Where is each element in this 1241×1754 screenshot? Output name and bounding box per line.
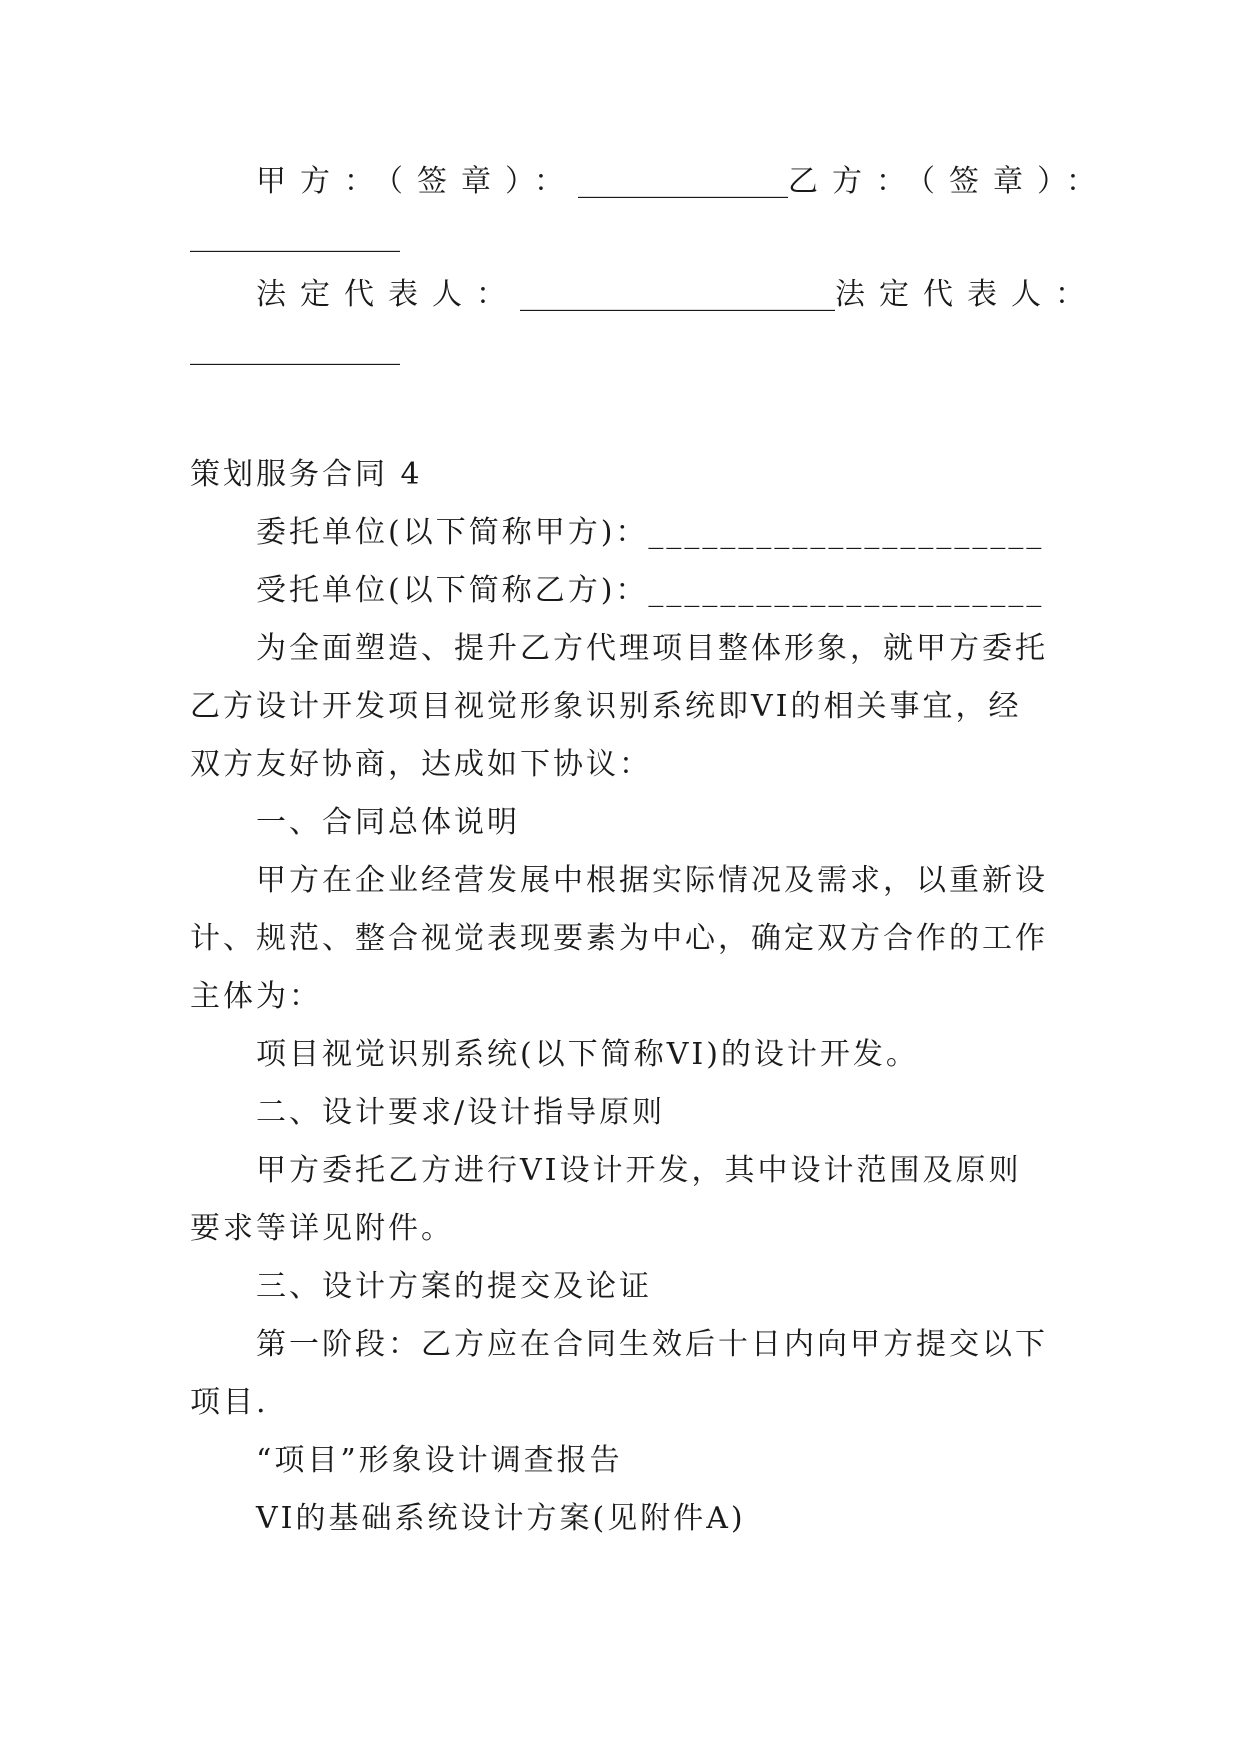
- party-a-sign-label: 甲方：（签章）：: [256, 164, 578, 199]
- rep-b-blank: ______________: [190, 331, 400, 366]
- section-3-para-line-1: 第一阶段：乙方应在合同生效后十日内向甲方提交以下: [256, 1327, 1048, 1362]
- client-line: 委托单位(以下简称甲方)：______________________: [256, 515, 1045, 550]
- section-3-heading: 三、设计方案的提交及论证: [256, 1269, 652, 1304]
- contract-title: 策划服务合同 4: [190, 457, 423, 492]
- section-1-para-line-2: 计、规范、整合视觉表现要素为中心，确定双方合作的工作: [190, 921, 1048, 956]
- party-a-sign-blank: ______________: [578, 164, 788, 199]
- section-1-para-line-3: 主体为：: [190, 979, 322, 1014]
- section-1-heading: 一、合同总体说明: [256, 805, 520, 840]
- intro-line-1: 为全面塑造、提升乙方代理项目整体形象，就甲方委托: [256, 631, 1048, 666]
- agent-line: 受托单位(以下简称乙方)：______________________: [256, 573, 1045, 608]
- party-b-sign-label: 乙方：（签章）：: [788, 164, 1110, 199]
- signature-row-rep: [256, 275, 1099, 315]
- intro-line-2: 乙方设计开发项目视觉形象识别系统即VI的相关事宜，经: [190, 689, 1022, 724]
- rep-a-label: 法定代表人：: [256, 277, 520, 312]
- rep-b-label: 法定代表人：: [835, 277, 1099, 312]
- signature-row-party: [256, 162, 1110, 202]
- section-1-para-line-1: 甲方在企业经营发展中根据实际情况及需求，以重新设: [256, 863, 1048, 898]
- party-b-sign-blank: ______________: [190, 218, 400, 253]
- section-2-heading: 二、设计要求/设计指导原则: [256, 1095, 666, 1130]
- rep-a-blank: _____________________: [520, 277, 835, 312]
- section-2-para-line-1: 甲方委托乙方进行VI设计开发，其中设计范围及原则: [256, 1153, 1022, 1188]
- section-3-item-1: “项目”形象设计调查报告: [256, 1443, 623, 1478]
- section-3-item-2: VI的基础系统设计方案(见附件A): [256, 1501, 746, 1536]
- intro-line-3: 双方友好协商，达成如下协议：: [190, 747, 652, 782]
- section-2-para-line-2: 要求等详见附件。: [190, 1211, 454, 1246]
- section-3-para-line-2: 项目.: [190, 1385, 269, 1420]
- section-1-para-2: 项目视觉识别系统(以下简称VI)的设计开发。: [256, 1037, 919, 1072]
